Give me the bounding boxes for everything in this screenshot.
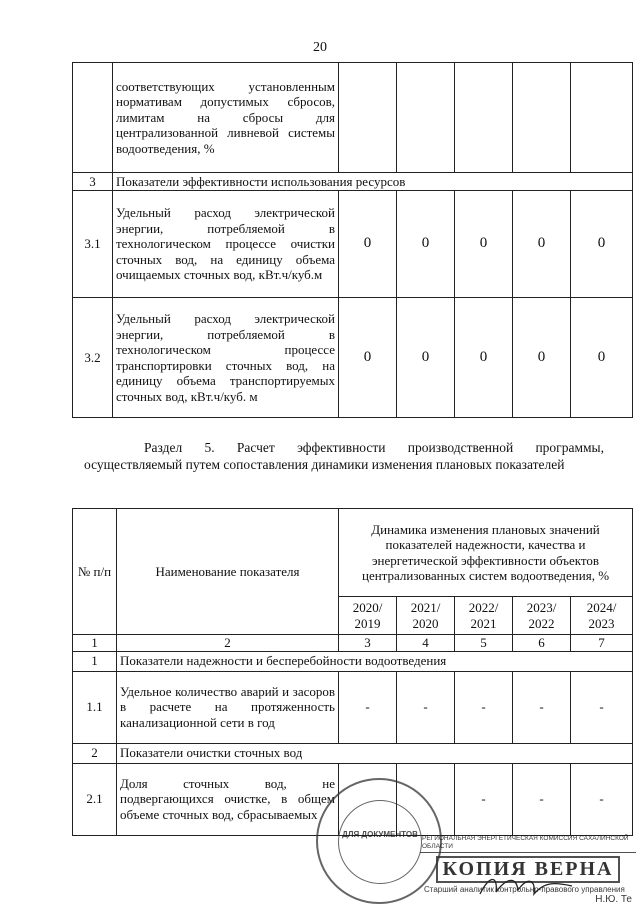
row-value [339,63,397,173]
section-row [73,743,633,763]
col-num-header: № п/п [73,509,117,635]
row-value: 0 [397,191,455,298]
row-value: 0 [339,298,397,418]
header-row [73,509,633,597]
page-number: 20 [313,40,327,55]
row-num: 2 [73,743,117,763]
row-value: - [455,671,513,743]
table-row [73,671,633,743]
col-number: 5 [455,635,513,652]
row-value: - [513,763,571,835]
row-value: 0 [513,298,571,418]
row-desc: Удельный расход электрической энергии, потребляемой в технологическом процессе транспортировки сточных вод, на единицу объема транспортируемых сточных вод, кВт.ч/куб. м [113,298,339,418]
indicators-table-continued [72,62,633,418]
row-num [73,63,113,173]
year-header: 2022/ 2021 [455,597,513,635]
year-header: 2023/ 2022 [513,597,571,635]
col-number: 1 [73,635,117,652]
row-value: 0 [571,191,633,298]
row-num: 3.2 [73,298,113,418]
col-numbers-row [73,635,633,652]
row-value [571,63,633,173]
row-value: - [571,763,633,835]
stamp-signer-name: Н.Ю. Те [595,894,632,905]
row-num: 3.1 [73,191,113,298]
row-value: - [455,763,513,835]
section-row [73,651,633,671]
row-num: 1.1 [73,671,117,743]
row-value: - [513,671,571,743]
row-value: 0 [455,298,513,418]
row-num: 3 [73,173,113,191]
row-num: 2.1 [73,763,117,835]
row-desc: Доля сточных вод, не подвергающихся очистке, в общем объеме сточных вод, сбрасываемых [117,763,339,835]
row-value: 0 [339,191,397,298]
col-number: 2 [117,635,339,652]
col-number: 7 [571,635,633,652]
row-value: 0 [455,191,513,298]
col-number: 4 [397,635,455,652]
row-value [455,63,513,173]
col-number: 6 [513,635,571,652]
section-row [73,173,633,191]
row-desc: соответствующих установленным нормативам допустимых сбросов, лимитам на сбросы для централизованной ливневой системы водоотведения, % [113,63,339,173]
row-value: - [571,671,633,743]
section-title: Показатели очистки сточных вод [117,743,633,763]
stamp-org: РЕГИОНАЛЬНАЯ ЭНЕРГЕТИЧЕСКАЯ КОМИССИЯ САХАЛИНСКОЙ ОБЛАСТИ [420,834,636,853]
row-value: - [339,671,397,743]
year-header: 2020/ 2019 [339,597,397,635]
table-row [73,63,633,173]
year-header: 2024/ 2023 [571,597,633,635]
row-value: 0 [513,191,571,298]
seal-inner-ring [338,800,422,884]
section-title: Показатели эффективности использования ресурсов [113,173,633,191]
col-number: 3 [339,635,397,652]
seal-text: ДЛЯ ДОКУМЕНТОВ [342,830,418,839]
col-dynamics-header: Динамика изменения плановых значений показателей надежности, качества и энергетической эффективности объектов централизованных систем водоотведения, % [339,509,633,597]
row-value: - [397,671,455,743]
row-value: 0 [571,298,633,418]
row-value [513,63,571,173]
row-value [397,63,455,173]
stamp-position: Старший аналитик контрольно-правового управления [424,885,625,894]
row-num: 1 [73,651,117,671]
year-header: 2021/ 2020 [397,597,455,635]
section-heading: Раздел 5. Расчет эффективности производственной программы, осуществляемый путем сопоставления динамики изменения плановых показателей [84,440,604,472]
handwritten-signature [476,872,576,900]
stamp-copy-label: КОПИЯ ВЕРНА [436,856,620,883]
table-row [73,191,633,298]
col-name-header: Наименование показателя [117,509,339,635]
table-row [73,298,633,418]
row-desc: Удельный расход электрической энергии, потребляемой в технологическом процессе очистки сточных вод, на единицу объема очищаемых сточных вод, кВт.ч/куб.м [113,191,339,298]
row-desc: Удельное количество аварий и засоров в расчете на протяженность канализационной сети в год [117,671,339,743]
row-value: 0 [397,298,455,418]
section-title: Показатели надежности и бесперебойности водоотведения [117,651,633,671]
